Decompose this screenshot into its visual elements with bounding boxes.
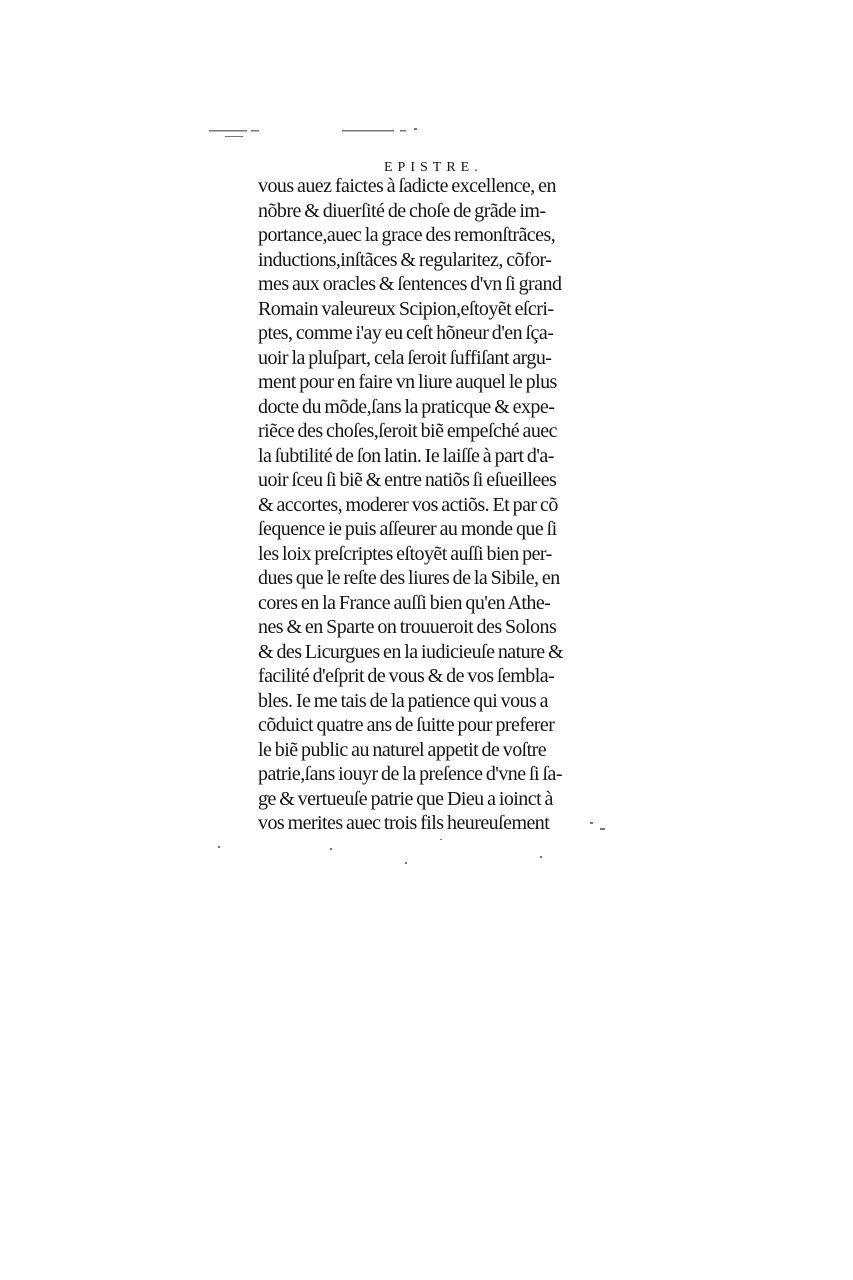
text-line: nes & en Sparte on trouueroit des Solons (258, 616, 557, 638)
text-line: facilité d'eſprit de vous & de vos ſembla- (258, 665, 555, 687)
text-line: Romain valeureux Scipion,eſtoyẽt eſcri- (258, 297, 554, 320)
text-line: cores en la France auſſi bien qu'en Athe- (258, 591, 551, 614)
text-line: le biẽ public au naturel appetit de voſtre (258, 738, 547, 761)
text-line: vos merites auec trois fils heureuſement (258, 812, 550, 834)
text-line: les loix preſcriptes eſtoyẽt auſſi bien per- (258, 542, 552, 565)
body-text (258, 174, 614, 836)
text-line: ment pour en faire vn liure auquel le plus (258, 371, 557, 393)
text-line: uoir ſceu ſi biẽ & entre natiõs ſi eſueillees (258, 469, 557, 491)
text-line: ſequence ie puis aſſeurer au monde que ſi (258, 518, 557, 540)
text-line: riẽce des choſes,ſeroit biẽ empeſché auec (258, 420, 557, 442)
running-head: EPISTRE. (384, 160, 483, 175)
text-line: bles. Ie me tais de la patience qui vous a (258, 689, 549, 712)
text-line: uoir la pluſpart, cela ſeroit ſuffiſant argu- (258, 346, 552, 369)
text-line: & accortes, moderer vos actiõs. Et par cõ (258, 493, 558, 516)
text-line: cõduict quatre ans de ſuitte pour preferer (258, 714, 555, 736)
text-line: la ſubtilité de ſon latin. Ie laiſſe à part d'a- (258, 444, 554, 467)
text-line: portance,auec la grace des remonſtrãces, (258, 224, 556, 246)
text-line: ptes, comme i'ay eu ceſt hõneur d'en ſça- (258, 322, 554, 344)
text-line: patrie,ſans iouyr de la preſence d'vne ſi ſa- (258, 763, 562, 785)
text-line: ge & vertueuſe patrie que Dieu a ioinct à (258, 787, 553, 810)
text-line: dues que le reſte des liures de la Sibile, en (258, 567, 560, 589)
text-line: nõbre & diuerſité de choſe de grãde im- (258, 199, 546, 222)
text-line: docte du mõde,ſans la praticque & expe- (258, 395, 555, 418)
text-line: inductions,inſtãces & regularitez, cõfor- (258, 248, 552, 271)
text-line: vous auez faictes à ſadicte excellence, en (258, 175, 556, 197)
text-line: & des Licurgues en la iudicieuſe nature & (258, 640, 563, 663)
text-line: mes aux oracles & ſentences d'vn ſi grand (258, 273, 562, 295)
